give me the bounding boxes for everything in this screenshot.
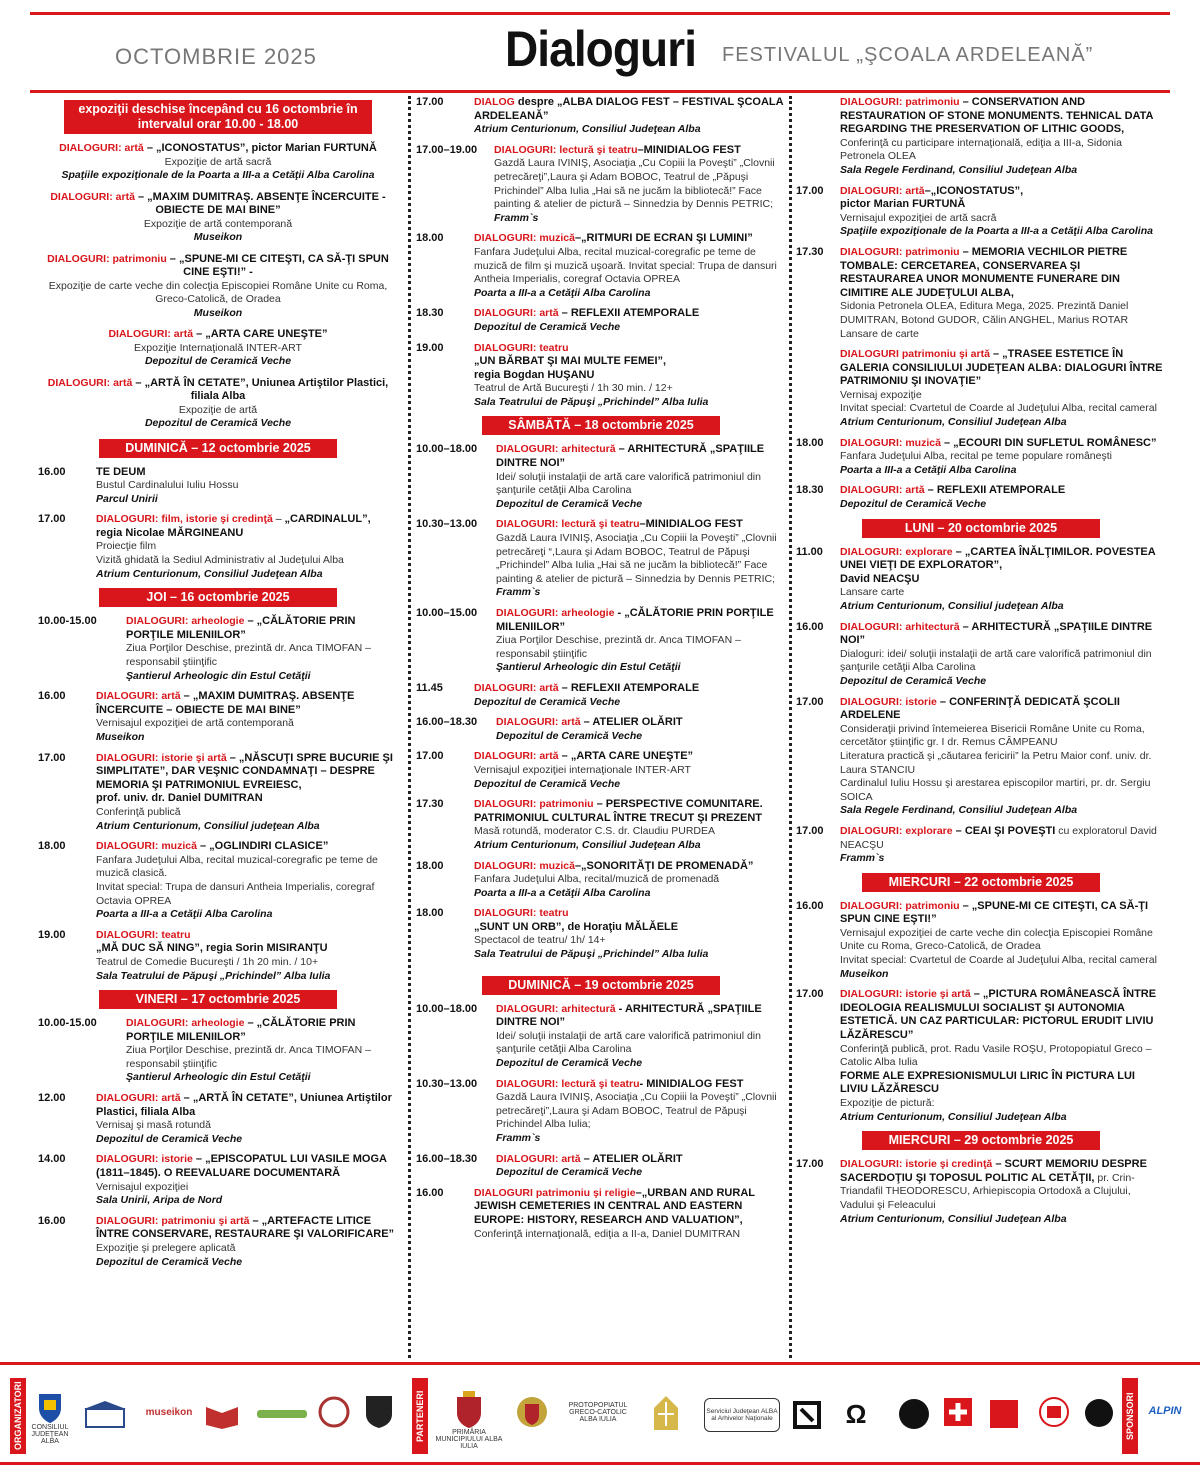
- city-crest-icon: [454, 1389, 484, 1429]
- event: 18.00 DIALOGURI: muzică – „OGLINDIRI CLASICE” Fanfara Judeţului Alba, recital muzical-coregrafic pe teme de muzică clasică. Invitat special: Trupa de dansuri Antheia Imperialis, coregraf Octavia OPREA Poarta a III-a a Cetăţii Alba Carolina: [38, 840, 378, 921]
- event: 10.30–13.00 DIALOGURI: lectură şi teatru- MINIDIALOG FEST Gazdă Laura IVINIŞ, Asociaţia „Cu Copiii la Poveşti” „Clovnii petrecăreţi”,Laura şi Adam BOBOC, Teatrul de Păpuşi Prichindel Alba Iulia; Framm`s: [416, 1077, 777, 1144]
- museum-logo: [80, 1394, 130, 1434]
- red-logo: [984, 1394, 1024, 1434]
- event: 18.00 DIALOGURI: teatru „SUNT UN ORB”, de Horaţiu MĂLĂELE Spectacol de teatru/ 1h/ 14+ Sala Teatrului de Păpuşi „Prichindel” Alba Iulia: [416, 907, 709, 961]
- exhibit: DIALOGURI: patrimoniu – „SPUNE-MI CE CITEŞTI, CA SĂ-ŢI SPUN CINE EŞTI!” - Expoziţie de carte veche din colecţia Episcopiei Române Unite cu Roma, Greco-Catolică, de Oradea Museikon: [47, 252, 389, 319]
- dark-circle-logo: [1084, 1398, 1114, 1428]
- fortress-icon: [1036, 1394, 1072, 1430]
- protopopiat-logo: PROTOPOPIATUL GRECO-CATOLIC ALBA IULIA: [568, 1401, 628, 1423]
- event: 12.00 DIALOGURI: artă – „ARTĂ ÎN CETATE”, Uniunea Artiştilor Plastici, filiala Alba Vernisaj şi masă rotundă Depozitul de Ceramică Veche: [38, 1092, 392, 1145]
- exhibit: DIALOGURI: artă – „ARTĂ ÎN CETATE”, Uniunea Artiştilor Plastici, filiala Alba Expoziţie de artă Depozitul de Ceramică Veche: [47, 376, 389, 429]
- column-3: [796, 96, 1166, 1233]
- shield-icon: [364, 1394, 394, 1430]
- event: 18.00 DIALOGURI: muzică–„SONORITĂŢI DE PROMENADĂ” Fanfara Judeţului Alba, recital/muzică de promenadă Poarta a III-a a Cetăţii Alba Carolina: [416, 859, 754, 899]
- emblem-logo: [316, 1394, 352, 1430]
- exhibit: DIALOGURI: artă – „ICONOSTATUS”, pictor Marian FURTUNĂ Expoziţie de artă sacră Spaţiile expoziţionale de la Poarta a III-a a Cetăţii Alba Carolina: [59, 142, 377, 181]
- day-banner: LUNI – 20 octombrie 2025: [862, 519, 1100, 538]
- header-month: OCTOMBRIE 2025: [115, 44, 317, 69]
- event: 16.00 TE DEUM Bustul Cardinalului Iuliu Hossu Parcul Unirii: [38, 465, 239, 505]
- event: 10.00–18.00 DIALOGURI: arhitectură - ARHITECTURĂ „SPAŢIILE DINTRE NOI” Idei/ soluţii instalaţii de artă care valorifică patrimoniul din şanţurile cetăţii Alba Carolina Depozitul de Ceramică Veche: [416, 1002, 762, 1070]
- leaf-icon: [255, 1400, 309, 1426]
- day-banner: SÂMBĂTĂ – 18 octombrie 2025: [482, 416, 720, 435]
- footer-rule: [0, 1362, 1200, 1365]
- header-festival: FESTIVALUL „ŞCOALA ARDELEANĂ”: [722, 44, 1094, 66]
- bishop-logo: [644, 1390, 688, 1434]
- exhibit: DIALOGURI: artă – „MAXIM DUMITRAŞ. ABSENŢE ÎNCERCUITE - OBIECTE DE MAI BINE” Expoziţie de artă contemporană Museikon: [50, 190, 386, 243]
- event: 10.00–15.00 DIALOGURI: arheologie - „CĂLĂTORIE PRIN PORŢILE MILENIILOR” Ziua Porţilor Deschise, prezintă dr. Anca TIMOFAN – responsabil ştiinţific Şantierul Arheologic din Estul Cetăţii: [416, 607, 774, 674]
- event: 19.00 DIALOGURI: teatru „UN BĂRBAT ŞI MAI MULTE FEMEI”, regia Bogdan HUŞANU Teatrul de Artă Bucureşti / 1h 30 min. / 12+ Sala Teatrului de Păpuşi „Prichindel” Alba Iulia: [416, 341, 709, 408]
- event: 18.00 DIALOGURI: muzică–„RITMURI DE ECRAN ŞI LUMINI” Fanfara Judeţului Alba, recital muzical-coregrafic pe teme de muzică de film şi muzică uşoară. Invitat special: Trupa de dansuri Antheia Imperialis, coregraf Octavia OPREA Poarta a III-a a Cetăţii Alba Carolina: [416, 232, 777, 299]
- library-logo: [200, 1396, 244, 1432]
- column-divider: [408, 96, 411, 1358]
- event: 16.00 DIALOGURI: artă – „MAXIM DUMITRAŞ. ABSENŢE ÎNCERCUITE – OBIECTE DE MAI BINE” Vernisajul expoziţiei de artă contemporană Museikon: [38, 690, 355, 743]
- event: 16.00 DIALOGURI: patrimoniu şi artă – „ARTEFACTE LITICE ÎNTRE CONSERVARE, RESTAURARE ŞI VALORIFICARE” Expoziţie şi prelegere aplicată Depozitul de Ceramică Veche: [38, 1214, 395, 1268]
- crest-icon: [514, 1394, 550, 1430]
- organizers-label: ORGANIZATORI: [10, 1378, 26, 1454]
- column-1: [38, 96, 398, 1276]
- square-logo: [792, 1400, 822, 1430]
- event: 17.00 DIALOG despre „ALBA DIALOG FEST – FESTIVAL ŞCOALA ARDELEANĂ” Atrium Centurionum, Consiliul Judeţean Alba: [416, 96, 784, 136]
- primaria-logo: PRIMĂRIA MUNICIPIULUI ALBA IULIA: [434, 1378, 504, 1460]
- event: 10.00-15.00 DIALOGURI: arheologie – „CĂLĂTORIE PRIN PORŢILE MILENIILOR” Ziua Porţilor Deschise, prezintă dr. Anca TIMOFAN – responsabil ştiinţific Şantierul Arheologic din Estul Cetăţii: [38, 1017, 371, 1084]
- event: 11.45 DIALOGURI: artă – REFLEXII ATEMPORALE Depozitul de Ceramică Veche: [416, 681, 700, 708]
- event: 14.00 DIALOGURI: istorie – „EPISCOPATUL LUI VASILE MOGA (1811–1845). O REEVALUARE DOCUMENTARĂ Vernisajul expoziţiei Sala Unirii, Aripa de Nord: [38, 1153, 387, 1207]
- event: 11.00 DIALOGURI: explorare – „CARTEA ÎNĂLŢIMILOR. POVESTEA UNEI VIEŢI DE EXPLORATOR”, David NEACŞU Lansare carte Atrium Centurionum, Consiliul judeţean Alba: [796, 545, 1156, 612]
- event: 10.30–13.00 DIALOGURI: lectură şi teatru–MINIDIALOG FEST Gazdă Laura IVINIŞ, Asociaţia „Cu Copiii la Poveşti” „Clovnii petrecăreţi “,Laura şi Adam BOBOC, Teatrul de Păpuşi „Prichindel” Alba Iulia „Hai să ne jucăm la bibliotecă!” Face painting & atelier de pictură – Sinnedzia by Dennis PETRIC; Framm`s: [416, 518, 777, 599]
- archives-logo: Serviciul Judeţean ALBA al Arhivelor Naţionale: [704, 1398, 780, 1432]
- event: 17.00 DIALOGURI: istorie şi credinţă – SCURT MEMORIU DESPRE SACERDOŢIU ŞI TOPOSUL POLITIC AL CETĂŢII, pr. Crin-Triandafil THEODORESCU, Arhiepiscopia Ortodoxă a Clujului, Vadului şi Feleacului Atrium Centurionum, Consiliul Judeţean Alba: [796, 1158, 1147, 1225]
- day-banner: MIERCURI – 22 octombrie 2025: [862, 873, 1100, 892]
- column-divider: [789, 96, 792, 1358]
- event: 17.00 DIALOGURI: istorie – CONFERINŢĂ DEDICATĂ ŞCOLII ARDELENE Consideraţii privind întemeierea Bisericii Române Unite cu Roma, cercetător ştiinţific gr. I dr. Remus CÂMPEANU Literatura practică şi „căutarea fericirii” la Petru Maior conf. univ. dr. Laura STANCIU Cardinalul Iuliu Hossu şi arestarea episcopilor martiri, pr. dr. Sergiu SOICA Sala Regele Ferdinand, Consiliul Judeţean Alba: [796, 695, 1152, 817]
- event: 17.00 DIALOGURI: istorie şi artă – „NĂSCUŢI SPRE BUCURIE ŞI SIMPLITATE”, DAR VEŞNIC CONDAMNAŢI – DESPRE MEMORIA ŞI PATRIMONIUL EVREIESC, prof. univ. dr. Daniel DUMITRAN Conferinţă publică Atrium Centurionum, Consiliul judeţean Alba: [38, 751, 393, 832]
- event: 17.00 DIALOGURI: film, istorie şi credinţă – „CARDINALUL”, regia Nicolae MĂRGINEANU Proiecţie film Vizită ghidată la Sediul Administrativ al Judeţului Alba Atrium Centurionum, Consiliul Judeţean Alba: [38, 513, 371, 580]
- event: 18.30 DIALOGURI: artă – REFLEXII ATEMPORALE Depozitul de Ceramică Veche: [796, 484, 1066, 511]
- event: 18.30 DIALOGURI: artă – REFLEXII ATEMPORALE Depozitul de Ceramică Veche: [416, 307, 700, 333]
- event: 17.00 DIALOGURI: artă – „ARTA CARE UNEŞTE” Vernisajul expoziţiei internaţionale INTER-ART Depozitul de Ceramică Veche: [416, 750, 694, 790]
- cja-logo: CONSILIUL JUDEŢEAN ALBA: [30, 1378, 70, 1458]
- museum-icon: [82, 1399, 128, 1429]
- event: 17.00 DIALOGURI: istorie şi artă – „PICTURA ROMÂNEASCĂ ÎNTRE IDEOLOGIA REALISMULUI SOCIALIST ŞI AUTONOMIA ESTETICĂ. UN CAZ PARTICULAR: PICTORUL ERUDIT LIVIU LĂZĂRESCU” Conferinţă publică, prot. Radu Vasile ROŞU, Protopopiatul Greco – Catolic Alba Iulia FORME ALE EXPRESIONISMULUI LIRIC ÎN PICTURA LUI LIVIU LĂZĂRESCU Expoziţie de pictură: Atrium Centurionum, Consiliul Judeţean Alba: [796, 988, 1157, 1123]
- event: 10.00-15.00 DIALOGURI: arheologie – „CĂLĂTORIE PRIN PORŢILE MILENIILOR” Ziua Porţilor Deschise, prezintă dr. Anca TIMOFAN – responsabil ştiinţific Şantierul Arheologic din Estul Cetăţii: [38, 615, 371, 682]
- event: 16.00–18.30 DIALOGURI: artă – ATELIER OLĂRIT Depozitul de Ceramică Veche: [416, 716, 683, 742]
- column-2: [416, 96, 786, 1248]
- day-banner: MIERCURI – 29 octombrie 2025: [862, 1131, 1100, 1150]
- event: 17.00–19.00 DIALOGURI: lectură şi teatru–MINIDIALOG FEST Gazdă Laura IVINIŞ, Asociaţia „Cu Copiii la Poveşti” „Clovnii petrecăreţi”,Laura şi Adam BOBOC, Teatrul de „Păpuşi Prichindel” Alba Iulia „Hai să ne jucăm la bibliotecă!” Face painting & atelier de pictură – Sinnedzia by Dennis PETRIC; Framm`s: [416, 143, 775, 224]
- event: 16.00 DIALOGURI patrimoniu şi religie–„URBAN AND RURAL JEWISH CEMETERIES IN CENTRAL AND EASTERN EUROPE: HISTORY, RESEARCH AND VALUATION”, Conferinţă internaţională, ediţia a II-a, Daniel DUMITRAN: [416, 1186, 755, 1240]
- red-badge-icon: [986, 1396, 1022, 1432]
- orange-logo: [1034, 1392, 1074, 1432]
- alpin-logo: ALPIN: [1148, 1405, 1182, 1417]
- event: DIALOGURI: patrimoniu – CONSERVATION AND RESTAURATION OF STONE MONUMENTS. TEHNICAL DATA REGARDING THE PRESERVATION OF LITHIC GOODS, Conferinţă cu participare internaţională, ediţia a III-a, Sidonia Petronela OLEA Sala Regele Ferdinand, Consiliul Judeţean Alba: [840, 96, 1154, 176]
- book-icon: [202, 1399, 242, 1429]
- square-icon: [793, 1401, 821, 1429]
- header-rule: [30, 90, 1170, 93]
- black-circle-logo: [898, 1398, 930, 1430]
- green-logo: [254, 1398, 310, 1428]
- event: 19.00 DIALOGURI: teatru „MĂ DUC SĂ NING”, regia Sorin MISIRANŢU Teatrul de Comedie Bucureşti / 1h 20 min. / 10+ Sala Teatrului de Păpuşi „Prichindel” Alba Iulia: [38, 928, 331, 982]
- event: 17.30 DIALOGURI: patrimoniu – PERSPECTIVE COMUNITARE. PATRIMONIUL CULTURAL ÎNTRE TRECUT ŞI PREZENT Masă rotundă, moderator C.S. dr. Claudiu PURDEA Atrium Centurionum, Consiliul Judeţean Alba: [416, 798, 763, 851]
- day-banner: VINERI – 17 octombrie 2025: [99, 990, 337, 1009]
- event: 18.00 DIALOGURI: muzică – „ECOURI DIN SUFLETUL ROMÂNESC” Fanfara Judeţului Alba, recital pe teme populare româneşti Poarta a III-a a Cetăţii Alba Carolina: [796, 436, 1157, 476]
- top-rule: [30, 12, 1170, 15]
- mitre-icon: [646, 1392, 686, 1432]
- event: 10.00–18.00 DIALOGURI: arhitectură – ARHITECTURĂ „SPAŢIILE DINTRE NOI” Idei/ soluţii instalaţii de artă care valorifică patrimoniul din şanţurile cetăţii Alba Carolina Depozitul de Ceramică Veche: [416, 443, 765, 510]
- event: 16.00 DIALOGURI: arhitectură – ARHITECTURĂ „SPAŢIILE DINTRE NOI” Dialoguri: idei/ soluţii instalaţii de artă care valorifică patrimoniul din şanţurile cetăţii Alba Carolina Depozitul de Ceramică Veche: [796, 620, 1153, 687]
- exhibit: DIALOGURI: artă – „ARTA CARE UNEŞTE” Expoziţie Internaţională INTER-ART Depozitul de Ceramică Veche: [108, 328, 328, 367]
- emblem-icon: [318, 1396, 350, 1428]
- partners-label: PARTENERI: [412, 1378, 428, 1454]
- event: 17.00 DIALOGURI: artă–„ICONOSTATUS”, pictor Marian FURTUNĂ Vernisajul expoziţiei de artă sacră Spaţiile expoziţionale de la Poarta a III-a a Cetăţii Alba Carolina: [796, 184, 1153, 238]
- cross-logo: [944, 1398, 972, 1426]
- event: 16.00–18.30 DIALOGURI: artă – ATELIER OLĂRIT Depozitul de Ceramică Veche: [416, 1152, 683, 1179]
- event: 17.30 DIALOGURI: patrimoniu – MEMORIA VECHILOR PIETRE TOMBALE: CERCETAREA, CONSERVAREA ŞI RESTAURAREA UNOR MONUMENTE FUNERARE DIN CIMITIRE ALE JUDEŢULUI ALBA, Sidonia Petronela OLEA, Editura Mega, 2025. Prezintă Daniel DUMITRAN, Botond GUDOR, Călin ANGHEL, Marius ROTAR Lansare de carte: [796, 245, 1129, 340]
- coat-of-arms-icon: [37, 1392, 63, 1424]
- day-banner: JOI – 16 octombrie 2025: [99, 588, 337, 607]
- header-title: Dialoguri: [505, 21, 697, 77]
- event: DIALOGURI patrimoniu şi artă – „TRASEE ESTETICE ÎN GALERIA CONSILIULUI JUDEŢEAN ALBA: DIALOGURI ÎNTRE PATRIMONIU ŞI INOVAŢIE” Vernisaj expoziţie Invitat special: Cvartetul de Coarde al Judeţului Alba, recital cameral Atrium Centurionum, Consiliul Judeţean Alba: [840, 348, 1163, 429]
- museikon-logo: museikon: [145, 1406, 193, 1418]
- day-banner: DUMINICĂ – 12 octombrie 2025: [99, 439, 337, 458]
- sponsors-label: SPONSORI: [1122, 1378, 1138, 1454]
- day-banner: DUMINICĂ – 19 octombrie 2025: [482, 976, 720, 995]
- omega-logo: Ω: [845, 1398, 867, 1429]
- diocese-logo: [512, 1392, 552, 1432]
- event: 17.00 DIALOGURI: explorare – CEAI ŞI POVEŞTI cu exploratorul David NEACŞU Framm`s: [796, 824, 1157, 865]
- red-cross-icon: [944, 1398, 972, 1426]
- footer-bottom-rule: [0, 1462, 1200, 1465]
- banner-exhibitions: expoziţii deschise începând cu 16 octombrie în intervalul orar 10.00 - 18.00: [64, 100, 372, 134]
- shield-logo: [362, 1392, 396, 1432]
- event: 16.00 DIALOGURI: patrimoniu – „SPUNE-MI CE CITEŞTI, CA SĂ-ŢI SPUN CINE EŞTI!” Vernisajul expoziţiei de carte veche din colecţia Episcopiei Române Unite cu Roma, Greco-Catolică, de Oradea Invitat special: Cvartetul de Coarde al Judeţului Alba, recital cameral Museikon: [796, 899, 1157, 980]
